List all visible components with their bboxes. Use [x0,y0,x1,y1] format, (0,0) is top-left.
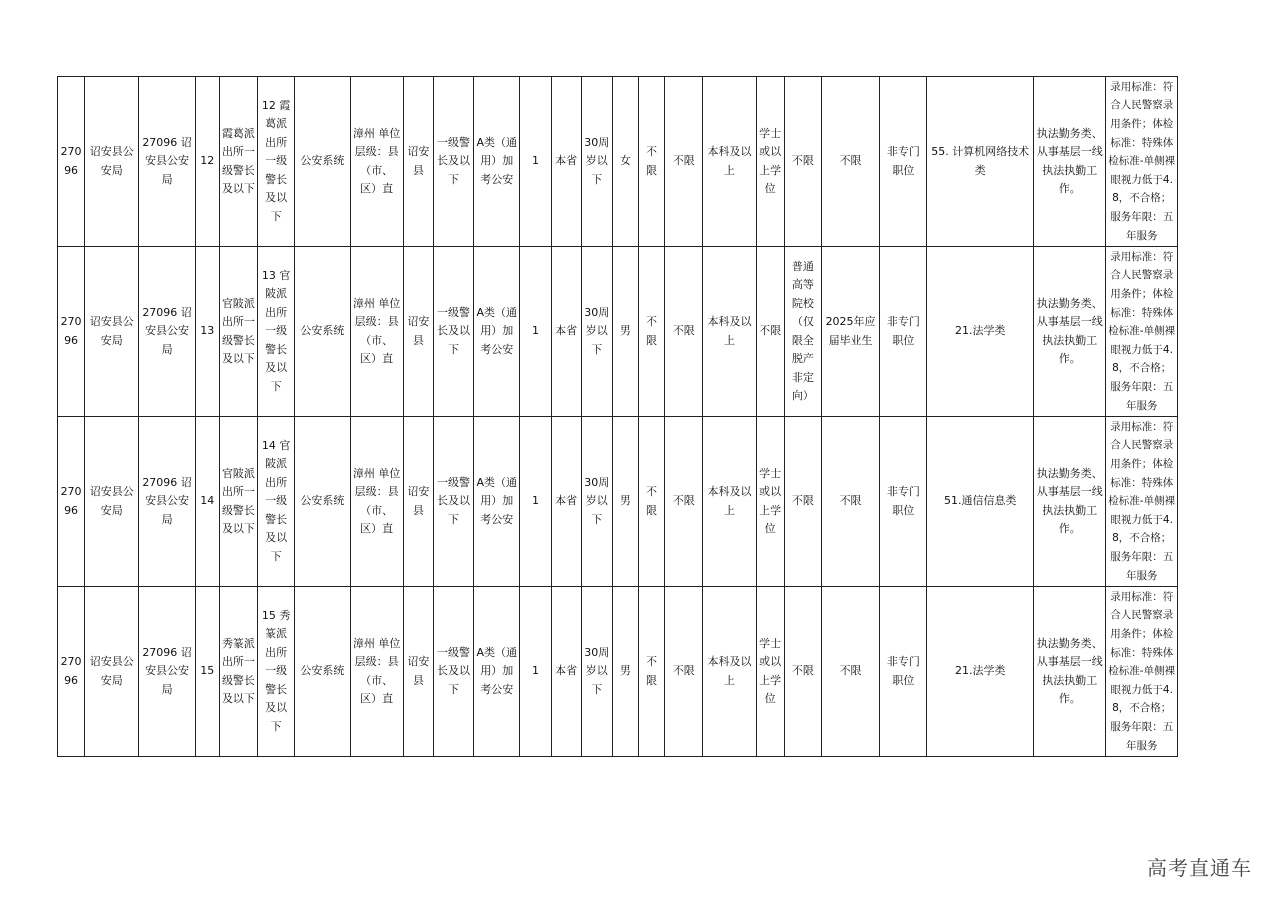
table-row [58,247,1178,417]
cell-dept: 诏安县公安局 [85,247,139,417]
cell-rank: 一级警长及以下 [433,417,473,587]
cell-position-code-name: 13 官陂派出所一级警长及以下 [258,247,295,417]
cell-dept: 诏安县公安局 [85,587,139,757]
cell-area: 诏安县 [403,77,433,247]
cell-seq: 13 [195,247,219,417]
cell-degree: 学士或以上学位 [756,417,784,587]
cell-education: 本科及以上 [703,77,756,247]
cell-count: 1 [520,587,551,757]
cell-rank: 一级警长及以下 [433,587,473,757]
cell-count: 1 [520,77,551,247]
cell-major: 51.通信信息类 [927,417,1034,587]
cell-position-name: 官陂派出所一级警长及以下 [219,247,257,417]
cell-exam-type: A类（通用）加考公安 [474,247,520,417]
cell-special: 非专门职位 [880,417,927,587]
cell-gender: 男 [612,587,638,757]
cell-gender: 男 [612,417,638,587]
cell-code: 27096 [58,587,85,757]
cell-duty: 执法勤务类、从事基层一线执法执勤工作。 [1034,587,1106,757]
cell-grad: 不限 [821,417,879,587]
cell-level: 漳州 单位层级：县（市、区）直 [350,77,403,247]
cell-age: 30周岁以下 [581,77,612,247]
cell-gender: 女 [612,77,638,247]
cell-standard: 录用标准：符合人民警察录用条件；体检标准：特殊体检标准-单侧裸眼视力低于4.8，不合格；服务年限：五年服务 [1106,417,1178,587]
cell-unit: 27096 诏安县公安局 [139,587,195,757]
cell-dept: 诏安县公安局 [85,77,139,247]
cell-area: 诏安县 [403,417,433,587]
cell-seq: 12 [195,77,219,247]
cell-unit: 27096 诏安县公安局 [139,247,195,417]
cell-count: 1 [520,247,551,417]
cell-level: 漳州 单位层级：县（市、区）直 [350,587,403,757]
cell-standard: 录用标准：符合人民警察录用条件；体检标准：特殊体检标准-单侧裸眼视力低于4.8，不合格；服务年限：五年服务 [1106,77,1178,247]
cell-rank: 一级警长及以下 [433,247,473,417]
table-row [58,77,1178,247]
cell-degree: 学士或以上学位 [756,77,784,247]
cell-position-name: 秀篆派出所一级警长及以下 [219,587,257,757]
cell-grad: 不限 [821,77,879,247]
cell-political: 不限 [665,417,703,587]
cell-code: 27096 [58,417,85,587]
cell-standard: 录用标准：符合人民警察录用条件；体检标准：特殊体检标准-单侧裸眼视力低于4.8，不合格；服务年限：五年服务 [1106,247,1178,417]
cell-degree: 学士或以上学位 [756,587,784,757]
cell-grad: 2025年应届毕业生 [821,247,879,417]
cell-school: 不限 [784,417,821,587]
cell-exam-type: A类（通用）加考公安 [474,77,520,247]
cell-area: 诏安县 [403,247,433,417]
cell-ethnicity: 不限 [638,587,664,757]
cell-code: 27096 [58,247,85,417]
cell-political: 不限 [665,77,703,247]
cell-gender: 男 [612,247,638,417]
cell-system: 公安系统 [295,587,350,757]
cell-count: 1 [520,417,551,587]
cell-unit: 27096 诏安县公安局 [139,417,195,587]
cell-unit: 27096 诏安县公安局 [139,77,195,247]
cell-region: 本省 [551,587,581,757]
cell-position-code-name: 12 霞葛派出所一级警长及以下 [258,77,295,247]
cell-political: 不限 [665,587,703,757]
cell-school: 普通高等院校（仅限全脱产非定向） [784,247,821,417]
cell-duty: 执法勤务类、从事基层一线执法执勤工作。 [1034,417,1106,587]
cell-education: 本科及以上 [703,587,756,757]
cell-special: 非专门职位 [880,247,927,417]
cell-ethnicity: 不限 [638,417,664,587]
cell-position-code-name: 14 官陂派出所一级警长及以下 [258,417,295,587]
cell-ethnicity: 不限 [638,247,664,417]
cell-special: 非专门职位 [880,77,927,247]
table-row [58,587,1178,757]
cell-duty: 执法勤务类、从事基层一线执法执勤工作。 [1034,77,1106,247]
cell-region: 本省 [551,247,581,417]
cell-region: 本省 [551,417,581,587]
cell-dept: 诏安县公安局 [85,417,139,587]
cell-position-name: 官陂派出所一级警长及以下 [219,417,257,587]
cell-school: 不限 [784,587,821,757]
cell-age: 30周岁以下 [581,247,612,417]
cell-grad: 不限 [821,587,879,757]
cell-exam-type: A类（通用）加考公安 [474,417,520,587]
cell-system: 公安系统 [295,247,350,417]
position-table [57,76,1178,757]
watermark: 高考直通车 [1147,856,1252,880]
cell-age: 30周岁以下 [581,587,612,757]
cell-duty: 执法勤务类、从事基层一线执法执勤工作。 [1034,247,1106,417]
cell-level: 漳州 单位层级：县（市、区）直 [350,417,403,587]
cell-system: 公安系统 [295,77,350,247]
cell-education: 本科及以上 [703,247,756,417]
cell-position-name: 霞葛派出所一级警长及以下 [219,77,257,247]
cell-position-code-name: 15 秀篆派出所一级警长及以下 [258,587,295,757]
cell-ethnicity: 不限 [638,77,664,247]
cell-major: 55. 计算机网络技术类 [927,77,1034,247]
cell-age: 30周岁以下 [581,417,612,587]
cell-special: 非专门职位 [880,587,927,757]
table-row [58,417,1178,587]
cell-major: 21.法学类 [927,587,1034,757]
cell-political: 不限 [665,247,703,417]
cell-education: 本科及以上 [703,417,756,587]
cell-degree: 不限 [756,247,784,417]
cell-major: 21.法学类 [927,247,1034,417]
cell-system: 公安系统 [295,417,350,587]
cell-standard: 录用标准：符合人民警察录用条件；体检标准：特殊体检标准-单侧裸眼视力低于4.8，不合格；服务年限：五年服务 [1106,587,1178,757]
cell-level: 漳州 单位层级：县（市、区）直 [350,247,403,417]
cell-rank: 一级警长及以下 [433,77,473,247]
cell-code: 27096 [58,77,85,247]
cell-seq: 15 [195,587,219,757]
cell-seq: 14 [195,417,219,587]
cell-school: 不限 [784,77,821,247]
cell-area: 诏安县 [403,587,433,757]
cell-region: 本省 [551,77,581,247]
cell-exam-type: A类（通用）加考公安 [474,587,520,757]
